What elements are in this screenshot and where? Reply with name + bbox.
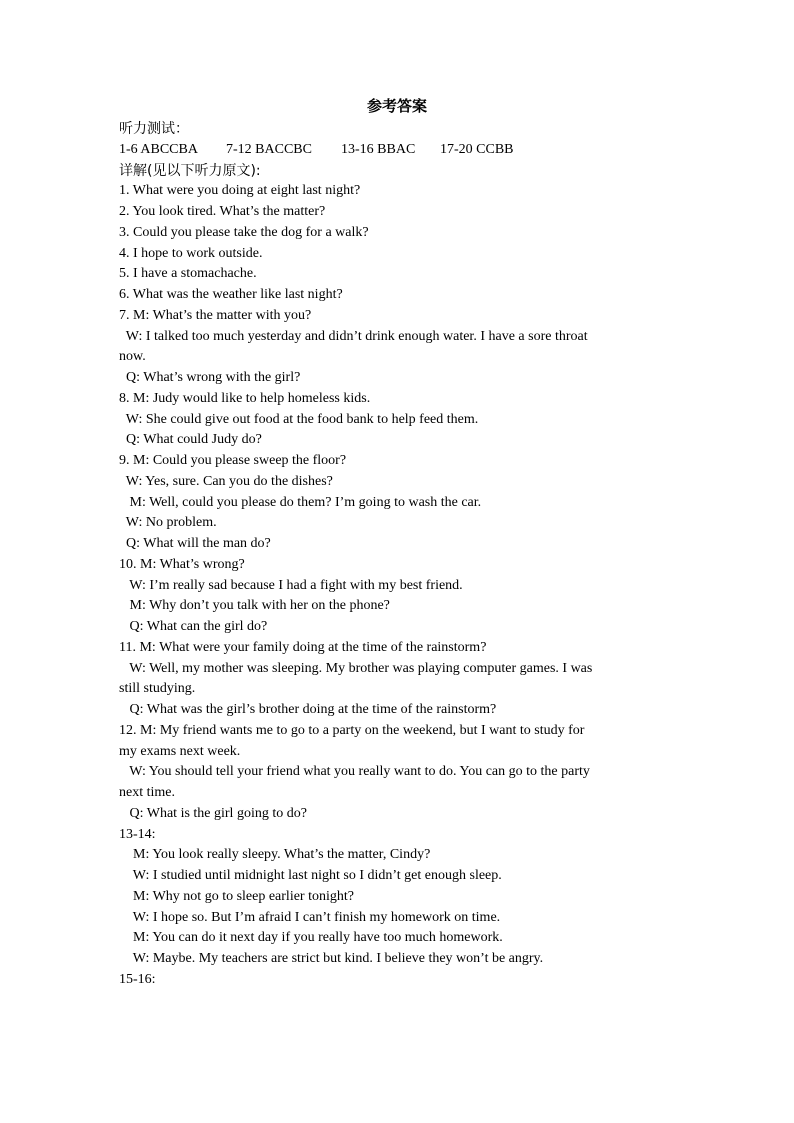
transcript-line: W: I studied until midnight last night so I didn’t get enough sleep. <box>119 868 502 883</box>
transcript-line: 2. You look tired. What’s the matter? <box>119 204 326 219</box>
transcript-line: W: I talked too much yesterday and didn’t drink enough water. I have a sore throat <box>119 328 588 344</box>
transcript-line: 6. What was the weather like last night? <box>119 287 343 302</box>
transcript-line: 12. M: My friend wants me to go to a party on the weekend, but I want to study for <box>119 722 585 738</box>
document-body <box>119 119 664 991</box>
transcript-line: 7. M: What’s the matter with you? <box>119 307 312 323</box>
transcript-line: next time. <box>119 785 175 800</box>
transcript-line: 15-16: <box>119 971 156 987</box>
transcript-line: 8. M: Judy would like to help homeless kids. <box>119 390 371 406</box>
transcript-line: now. <box>119 349 146 365</box>
detail-label: 详解(见以下听力原文): <box>119 162 261 179</box>
transcript-line: 13-14: <box>119 826 156 842</box>
transcript-line: W: Yes, sure. Can you do the dishes? <box>119 473 333 489</box>
transcript-line: 5. I have a stomachache. <box>119 266 257 282</box>
transcript-line: Q: What could Judy do? <box>119 432 262 448</box>
transcript-line: Q: What’s wrong with the girl? <box>119 370 301 385</box>
transcript-line: M: Why not go to sleep earlier tonight? <box>119 888 354 904</box>
listening-test-label: 听力测试： <box>119 121 189 137</box>
answer-group-2: 7-12 BACCBC <box>226 141 312 157</box>
transcript-line: M: You look really sleepy. What’s the matter, Cindy? <box>119 847 431 863</box>
transcript-line: M: You can do it next day if you really have too much homework. <box>119 930 503 946</box>
transcript-line: W: I hope so. But I’m afraid I can’t finish my homework on time. <box>119 909 501 925</box>
transcript-line: Q: What is the girl going to do? <box>119 805 307 821</box>
page-title: 参考答案 <box>366 97 427 115</box>
transcript-line: 10. M: What’s wrong? <box>119 556 245 572</box>
transcript-line: Q: What can the girl do? <box>119 619 268 634</box>
answer-key-row <box>119 140 664 161</box>
transcript-line: W: She could give out food at the food bank to help feed them. <box>119 411 479 427</box>
transcript-line: W: You should tell your friend what you really want to do. You can go to the party <box>119 764 590 780</box>
transcript-line: 9. M: Could you please sweep the floor? <box>119 453 347 468</box>
transcript-line: Q: What will the man do? <box>119 536 271 551</box>
transcript-line: 11. M: What were your family doing at the time of the rainstorm? <box>119 639 487 655</box>
transcript-line: 3. Could you please take the dog for a walk? <box>119 224 369 240</box>
transcript-line: W: Well, my mother was sleeping. My brother was playing computer games. I was <box>119 660 593 676</box>
transcript-line: W: No problem. <box>119 515 217 531</box>
transcript-line: 4. I hope to work outside. <box>119 245 263 261</box>
transcript-line: W: I’m really sad because I had a fight with my best friend. <box>119 577 463 593</box>
transcript-line: still studying. <box>119 681 196 697</box>
transcript-line: Q: What was the girl’s brother doing at the time of the rainstorm? <box>119 702 497 717</box>
transcript-line: my exams next week. <box>119 743 241 759</box>
transcript-line: M: Why don’t you talk with her on the phone? <box>119 598 390 614</box>
answer-group-1: 1-6 ABCCBA <box>119 141 198 157</box>
transcript-line: M: Well, could you please do them? I’m going to wash the car. <box>119 494 482 510</box>
answer-group-4: 17-20 CCBB <box>440 141 514 157</box>
transcript-line: 1. What were you doing at eight last night? <box>119 183 361 199</box>
answer-group-3: 13-16 BBAC <box>341 141 416 157</box>
transcript-line: W: Maybe. My teachers are strict but kind. I believe they won’t be angry. <box>119 951 544 966</box>
